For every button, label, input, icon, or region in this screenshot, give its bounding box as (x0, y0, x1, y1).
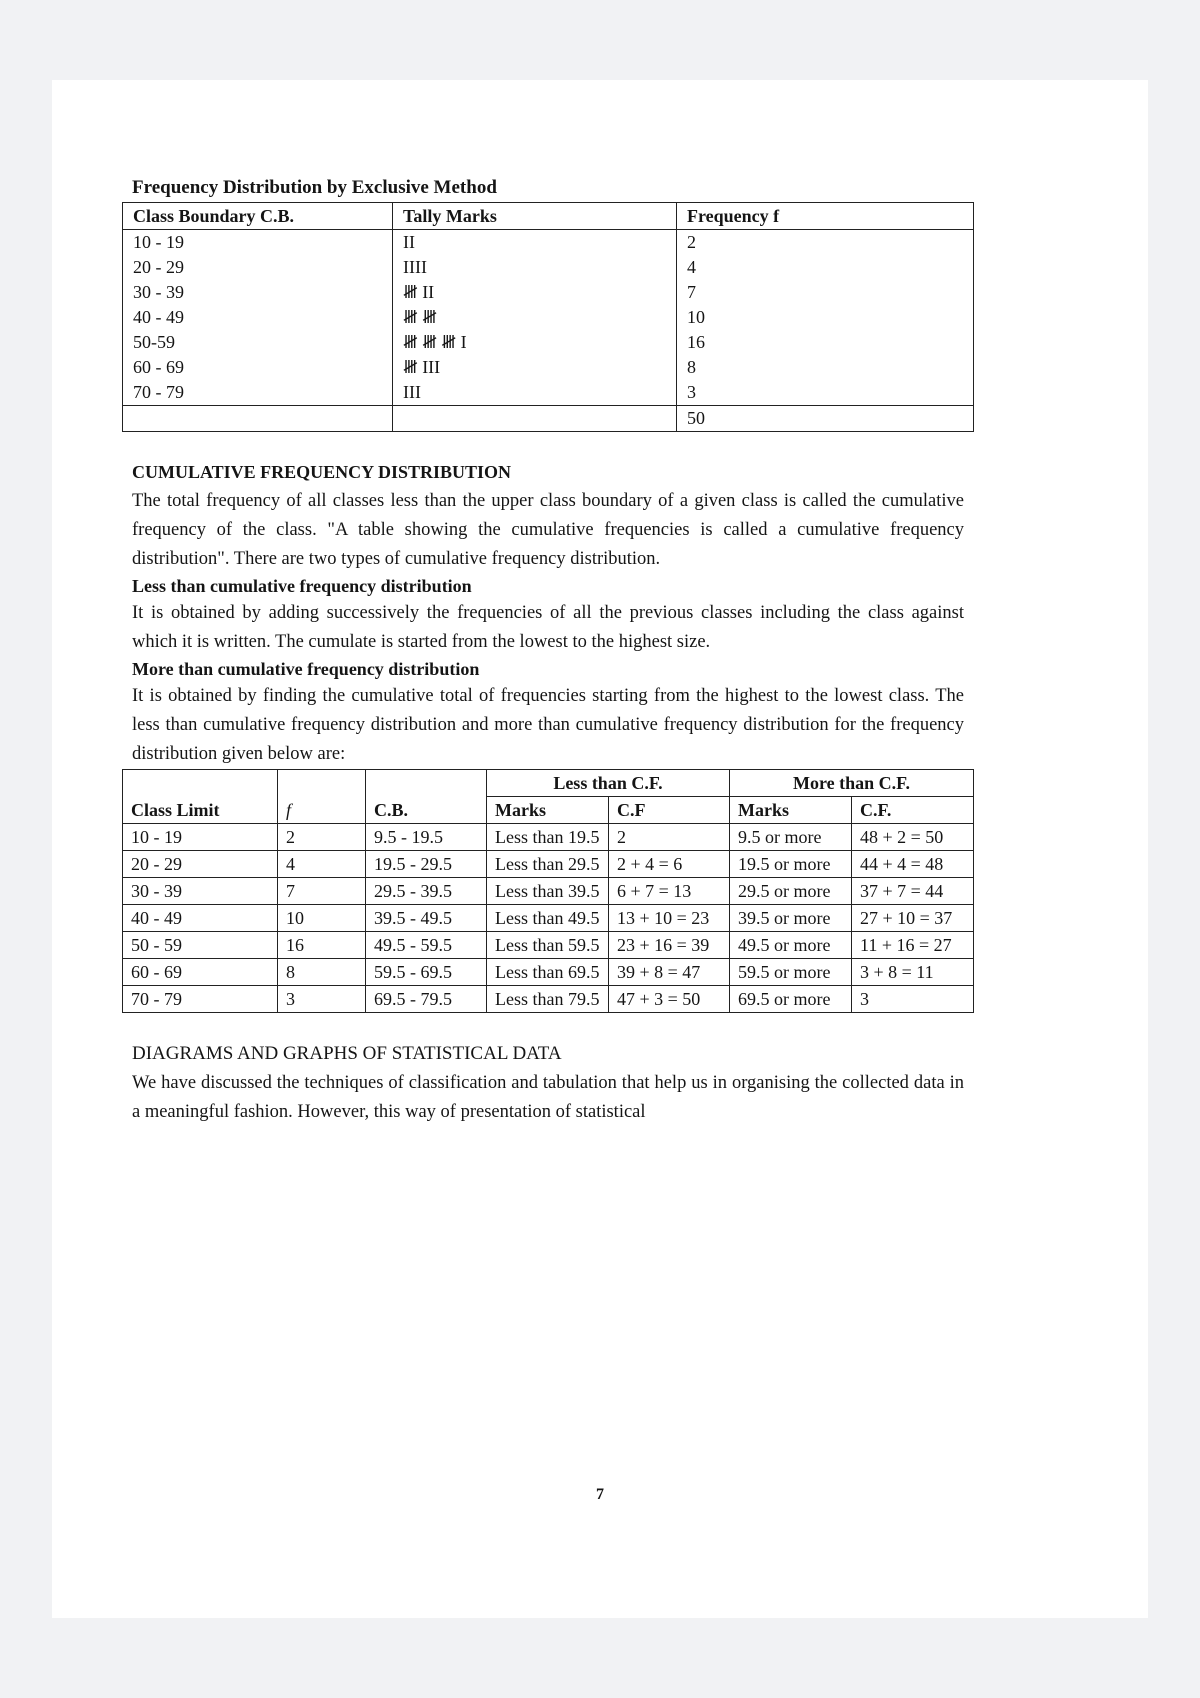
empty-cell (123, 406, 393, 432)
table-cell: 27 + 10 = 37 (852, 905, 974, 932)
table-cell: 10 (677, 305, 974, 330)
table2-header: Marks (730, 797, 852, 824)
table-cell: 2 (677, 230, 974, 256)
table-cell: 60 - 69 (123, 959, 278, 986)
table-cell: Less than 59.5 (487, 932, 609, 959)
table-cell: 16 (677, 330, 974, 355)
table-cell: 23 + 16 = 39 (609, 932, 730, 959)
table-cell: 8 (677, 355, 974, 380)
table-cell: 69.5 or more (730, 986, 852, 1013)
table-cell: Less than 29.5 (487, 851, 609, 878)
table-cell: II (393, 230, 677, 256)
table-cell: 𝍸 II (393, 280, 677, 305)
table-cell: 6 + 7 = 13 (609, 878, 730, 905)
table2-header: C.B. (366, 797, 487, 824)
table-cell: 16 (278, 932, 366, 959)
table-cell: 49.5 - 59.5 (366, 932, 487, 959)
table1-header: Tally Marks (393, 203, 677, 230)
table2-header: Marks (487, 797, 609, 824)
table-cell: 7 (278, 878, 366, 905)
table-cell: 19.5 - 29.5 (366, 851, 487, 878)
table-cell: 3 (278, 986, 366, 1013)
table-cell: 3 (677, 380, 974, 406)
table-cell: 59.5 or more (730, 959, 852, 986)
table-row (123, 330, 974, 355)
table1-header: Frequency f (677, 203, 974, 230)
table-row (123, 851, 974, 878)
table-cell: 69.5 - 79.5 (366, 986, 487, 1013)
page-content (122, 176, 974, 1127)
table-cell: 47 + 3 = 50 (609, 986, 730, 1013)
table-cell: 49.5 or more (730, 932, 852, 959)
table-cell: 10 (278, 905, 366, 932)
table-cell: III (393, 380, 677, 406)
table-row (123, 959, 974, 986)
section-paragraph: We have discussed the techniques of classification and tabulation that help us in organising the collected data in a meaningful fashion. However, this way of presentation of statistical (132, 1073, 964, 1122)
table-cell: 19.5 or more (730, 851, 852, 878)
table-cell: 𝍸 𝍸 𝍸 I (393, 330, 677, 355)
total-row (123, 406, 974, 432)
table-cell: 29.5 - 39.5 (366, 878, 487, 905)
table-cell: 2 (278, 824, 366, 851)
total-cell: 50 (677, 406, 974, 432)
table-cell: 30 - 39 (123, 280, 393, 305)
table-cell: 48 + 2 = 50 (852, 824, 974, 851)
table-cell: 10 - 19 (123, 824, 278, 851)
table-cell: 4 (677, 255, 974, 280)
subheading-more-than: More than cumulative frequency distribution (132, 659, 480, 679)
table-cell: 𝍸 𝍸 (393, 305, 677, 330)
subheading-less-than: Less than cumulative frequency distribution (132, 576, 472, 596)
table-row (123, 355, 974, 380)
page-number: 7 (596, 1486, 604, 1503)
table-cell: 20 - 29 (123, 851, 278, 878)
table-row (123, 986, 974, 1013)
section-heading-diagrams: DIAGRAMS AND GRAPHS OF STATISTICAL DATA (132, 1043, 562, 1064)
table1-caption: Frequency Distribution by Exclusive Method (132, 177, 497, 198)
table-cell: 30 - 39 (123, 878, 278, 905)
section-paragraph: It is obtained by finding the cumulative total of frequencies starting from the highest to the lowest class. The less than cumulative frequency distribution and more than cumulative frequency distribution for the frequency distribution given below are: (132, 686, 964, 764)
table2-header: f (278, 797, 366, 824)
table-row (123, 380, 974, 406)
table-cell: 29.5 or more (730, 878, 852, 905)
group-header-more-than: More than C.F. (730, 770, 974, 797)
table-cell: 13 + 10 = 23 (609, 905, 730, 932)
table-cell: 9.5 - 19.5 (366, 824, 487, 851)
table-cell: 37 + 7 = 44 (852, 878, 974, 905)
table-cell: 2 + 4 = 6 (609, 851, 730, 878)
table-row (123, 905, 974, 932)
table2-header: Class Limit (123, 797, 278, 824)
table-cell: 40 - 49 (123, 305, 393, 330)
table-row (123, 305, 974, 330)
table2-header: C.F (609, 797, 730, 824)
table-cell: 50 - 59 (123, 932, 278, 959)
table-cell: 8 (278, 959, 366, 986)
section-paragraph: It is obtained by adding successively the frequencies of all the previous classes including the class against which it is written. The cumulate is started from the lowest to the highest size. (132, 603, 964, 652)
table-cell: IIII (393, 255, 677, 280)
table-cell: 70 - 79 (123, 380, 393, 406)
table-cell: 3 (852, 986, 974, 1013)
section-paragraph: The total frequency of all classes less than the upper class boundary of a given class is called the cumulative frequency of the class. "A table showing the cumulative frequencies is called a cumulative frequency distribution". There are two types of cumulative frequency distribution. (132, 491, 964, 569)
table-cell: 50-59 (123, 330, 393, 355)
table-cell: Less than 49.5 (487, 905, 609, 932)
table-cell: Less than 69.5 (487, 959, 609, 986)
section-heading-cumulative: CUMULATIVE FREQUENCY DISTRIBUTION (132, 462, 512, 482)
table-cell: 9.5 or more (730, 824, 852, 851)
table-cell: 7 (677, 280, 974, 305)
table-cell: 11 + 16 = 27 (852, 932, 974, 959)
table-cell: 40 - 49 (123, 905, 278, 932)
table-cell: 10 - 19 (123, 230, 393, 256)
table-row (123, 878, 974, 905)
table-cell: 39 + 8 = 47 (609, 959, 730, 986)
table-cell: 4 (278, 851, 366, 878)
table-cell: 2 (609, 824, 730, 851)
table-cell: 44 + 4 = 48 (852, 851, 974, 878)
frequency-table (122, 202, 974, 432)
table-row (123, 932, 974, 959)
table-row (123, 255, 974, 280)
table-cell: 20 - 29 (123, 255, 393, 280)
table-cell: 59.5 - 69.5 (366, 959, 487, 986)
table-row (123, 230, 974, 256)
table-cell: Less than 19.5 (487, 824, 609, 851)
table-cell: 60 - 69 (123, 355, 393, 380)
table-row (123, 280, 974, 305)
table-row (123, 824, 974, 851)
table1-header: Class Boundary C.B. (123, 203, 393, 230)
table2-header: C.F. (852, 797, 974, 824)
table-cell: 39.5 - 49.5 (366, 905, 487, 932)
table-cell: Less than 39.5 (487, 878, 609, 905)
table-cell: 70 - 79 (123, 986, 278, 1013)
empty-cell (393, 406, 677, 432)
table-cell: Less than 79.5 (487, 986, 609, 1013)
group-header-less-than: Less than C.F. (487, 770, 730, 797)
table-cell: 3 + 8 = 11 (852, 959, 974, 986)
table-cell: 𝍸 III (393, 355, 677, 380)
table-cell: 39.5 or more (730, 905, 852, 932)
cumulative-frequency-table (122, 769, 974, 1013)
